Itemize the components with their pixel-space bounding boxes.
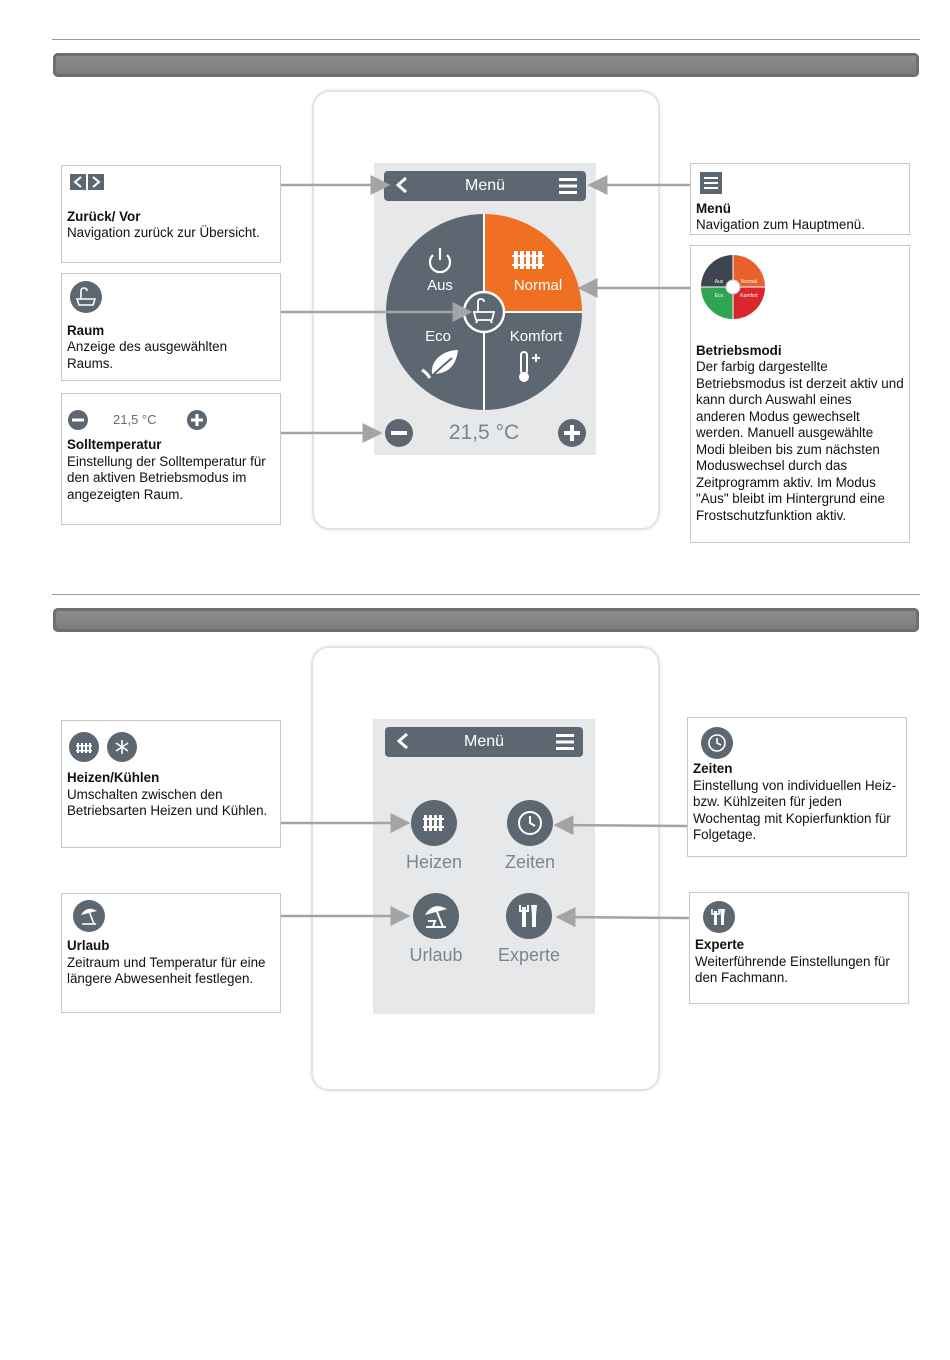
screen-header-title: Menü	[463, 733, 505, 750]
thumb-normal-label: Normal	[740, 279, 758, 285]
callout-title: Heizen/Kühlen	[67, 770, 160, 785]
menu-item-label: Zeiten	[504, 852, 556, 872]
menu-item-label: Urlaub	[409, 945, 463, 965]
screen-header-title: Menü	[464, 177, 506, 194]
mode-aus-label: Aus	[427, 277, 453, 294]
mode-eco-label: Eco	[425, 328, 451, 345]
thumb-eco-label: Eco	[714, 293, 724, 299]
thumb-komfort-label: Komfort	[740, 293, 758, 299]
callout-title: Zeiten	[693, 761, 733, 776]
callout-title: Urlaub	[67, 938, 110, 953]
mode-komfort-label: Komfort	[509, 328, 563, 345]
callout-title: Menü	[696, 200, 731, 216]
callout-text: Umschalten zwischen den Betriebsarten Heizen und Kühlen.	[67, 786, 268, 818]
callout-text: Navigation zum Hauptmenü.	[696, 217, 865, 232]
temperature-value: 21,5 °C	[448, 421, 520, 444]
setpoint-small-value: 21,5 °C	[113, 412, 157, 427]
menu-item-label: Heizen	[405, 852, 463, 872]
thumb-aus-label: Aus	[714, 279, 724, 285]
callout-text: Einstellung von individuellen Heiz- bzw. Kühlzeiten für jeden Wochentag mit Kopierfunktion für Folgetage.	[693, 777, 897, 842]
callout-title: Experte	[695, 937, 745, 952]
mode-normal-label: Normal	[513, 277, 563, 294]
callout-title: Solltemperatur	[67, 437, 162, 452]
callout-text: Einstellung der Solltemperatur für den aktiven Betriebsmodus im angezeigten Raum.	[67, 453, 266, 502]
menu-item-label: Experte	[497, 945, 561, 965]
callout-title: Betriebsmodi	[696, 342, 782, 358]
callout-text: Navigation zurück zur Übersicht.	[67, 225, 260, 240]
callout-text: Zeitraum und Temperatur für eine längere Abwesenheit festlegen.	[67, 954, 266, 986]
callout-title: Zurück/ Vor	[67, 208, 141, 224]
callout-title: Raum	[67, 322, 105, 338]
callout-text: Anzeige des ausgewählten Raums.	[67, 339, 228, 371]
callout-text: Weiterführende Einstellungen für den Fachmann.	[695, 953, 890, 985]
callout-text: Der farbig dargestellte Betriebsmodus ist derzeit aktiv und kann durch Auswahl eines anderen Modus gewechselt werden. Manuell ausgewählte Modi bleiben bis zum nächsten Moduswechsel durch das Zeitprogramm aktiv. Im Modus "Aus" bleibt im Hintergrund eine Frostschutzfunktion aktiv.	[696, 359, 904, 523]
